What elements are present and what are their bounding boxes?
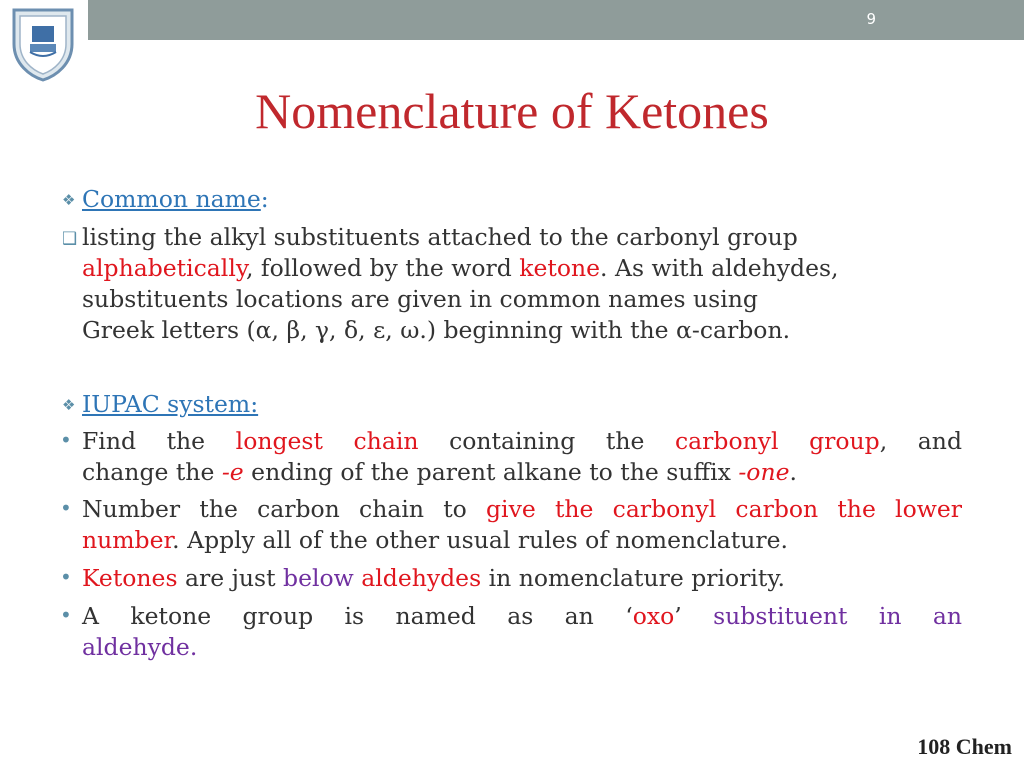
common-line2-c: . As with aldehydes,	[600, 254, 839, 282]
b1-c: , and	[879, 427, 962, 455]
b4-a: A ketone group is named as an ‘	[82, 602, 633, 630]
iupac-bullet1-line2	[82, 457, 962, 488]
b4-aldehyde: aldehyde.	[82, 633, 198, 661]
iupac-bullet4-line1	[82, 601, 962, 632]
bullet-dot: •	[60, 496, 72, 520]
slide-number: 9	[866, 10, 876, 28]
b1-l2-a: change the	[82, 458, 222, 486]
common-name-heading	[82, 184, 962, 215]
slide-title: Nomenclature of Ketones	[255, 83, 769, 139]
b1-l2-c: .	[789, 458, 797, 486]
b1-a: Find the	[82, 427, 236, 455]
common-line3: substituents locations are given in common names using	[82, 285, 758, 313]
b1-l2-b: ending of the parent alkane to the suffix	[243, 458, 739, 486]
b2-a: Number the carbon chain to	[82, 495, 487, 523]
b3-c: in nomenclature priority.	[481, 564, 785, 592]
diamond-bullet-icon: ❖	[62, 191, 76, 209]
iupac-bullet2-line2	[82, 525, 962, 556]
b1-b: containing the	[418, 427, 675, 455]
b1-carbonyl-group: carbonyl group	[675, 427, 880, 455]
iupac-bullet4-line2	[82, 632, 962, 663]
b3-below: below	[283, 564, 354, 592]
b4-substituent: substituent in an	[713, 602, 962, 630]
b2-red: give the carbonyl carbon the lower	[486, 495, 962, 523]
b1-l2-e: -e	[221, 458, 244, 486]
iupac-bullet3	[82, 563, 962, 594]
iupac-heading	[82, 389, 962, 420]
common-name-colon: :	[260, 185, 269, 213]
common-alphabetically: alphabetically	[82, 254, 246, 282]
bullet-dot: •	[60, 428, 72, 452]
b4-b: ’	[674, 602, 714, 630]
common-line2-b: , followed by the word	[245, 254, 520, 282]
bullet-dot: •	[60, 565, 72, 589]
b3-a: are just	[177, 564, 284, 592]
b4-oxo: oxo	[632, 602, 675, 630]
diamond-bullet-icon: ❖	[62, 396, 76, 414]
course-footer: 108 Chem	[917, 734, 1012, 759]
iupac-bullet1-line1	[82, 426, 962, 457]
b1-longest-chain: longest chain	[235, 427, 419, 455]
bullet-dot: •	[60, 603, 72, 627]
square-bullet-icon: ❑	[62, 229, 78, 249]
common-name-paragraph	[82, 222, 962, 346]
common-line4: Greek letters (α, β, γ, δ, ε, ω.) beginning with the α-carbon.	[82, 316, 791, 344]
iupac-bullet2-line1	[82, 494, 962, 525]
b2-number: number	[82, 526, 173, 554]
b2-l2-b: . Apply all of the other usual rules of nomenclature.	[172, 526, 788, 554]
header-bar	[88, 0, 1024, 40]
b1-l2-one: -one	[738, 458, 790, 486]
common-ketone: ketone	[519, 254, 601, 282]
university-seal-logo	[8, 4, 78, 82]
b3-aldehydes: aldehydes	[361, 564, 482, 592]
common-line1: listing the alkyl substituents attached to the carbonyl group	[82, 223, 798, 251]
common-name-link[interactable]: Common name	[82, 185, 261, 213]
b3-ketones: Ketones	[82, 564, 178, 592]
iupac-link[interactable]: IUPAC system:	[82, 390, 259, 418]
